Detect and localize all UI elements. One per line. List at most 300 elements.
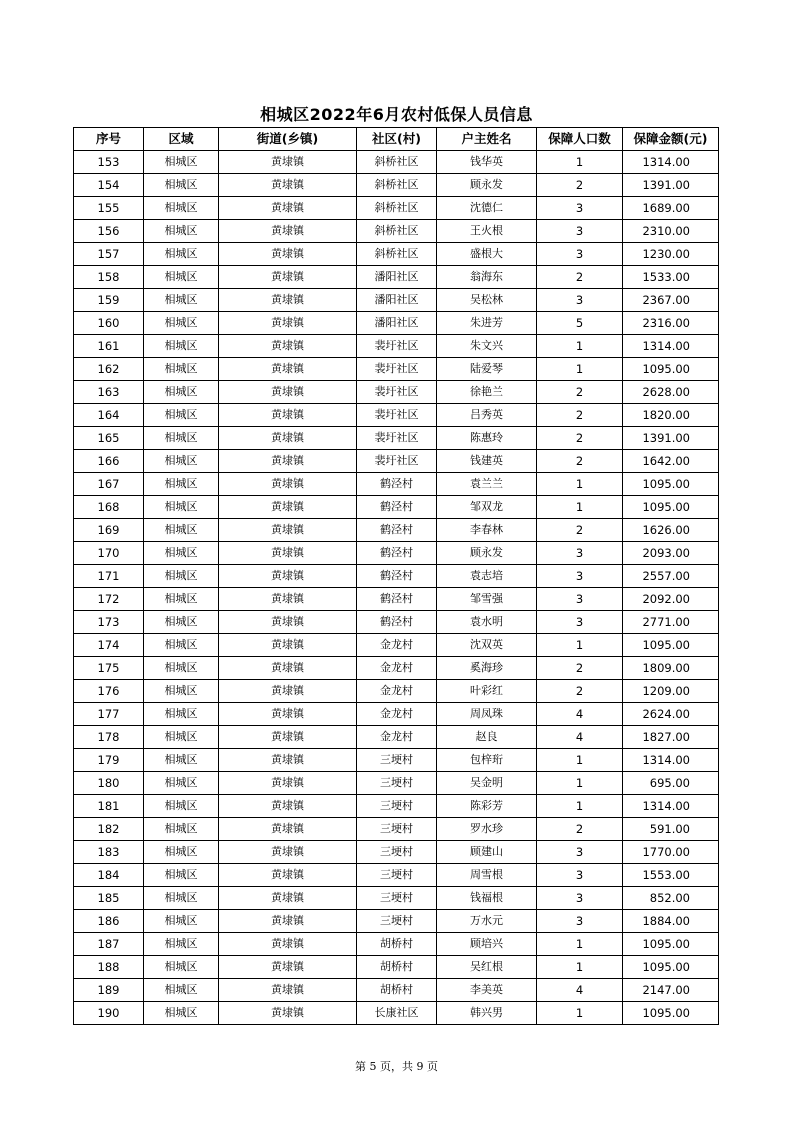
cell-persons: 1 bbox=[537, 933, 623, 956]
cell-street: 黄埭镇 bbox=[219, 818, 357, 841]
cell-householder: 钱华英 bbox=[437, 151, 537, 174]
cell-persons: 1 bbox=[537, 749, 623, 772]
cell-persons: 1 bbox=[537, 772, 623, 795]
cell-street: 黄埭镇 bbox=[219, 197, 357, 220]
cell-persons: 3 bbox=[537, 588, 623, 611]
cell-community: 鹤泾村 bbox=[357, 519, 437, 542]
cell-persons: 3 bbox=[537, 611, 623, 634]
table-row bbox=[74, 473, 719, 496]
cell-community: 鹤泾村 bbox=[357, 611, 437, 634]
cell-householder: 王火根 bbox=[437, 220, 537, 243]
table-row bbox=[74, 749, 719, 772]
cell-region: 相城区 bbox=[144, 818, 219, 841]
cell-community: 裴圩社区 bbox=[357, 404, 437, 427]
cell-region: 相城区 bbox=[144, 703, 219, 726]
cell-amount: 1391.00 bbox=[623, 427, 719, 450]
cell-region: 相城区 bbox=[144, 450, 219, 473]
table-row bbox=[74, 427, 719, 450]
cell-seq: 166 bbox=[74, 450, 144, 473]
cell-street: 黄埭镇 bbox=[219, 933, 357, 956]
cell-seq: 186 bbox=[74, 910, 144, 933]
cell-region: 相城区 bbox=[144, 910, 219, 933]
cell-street: 黄埭镇 bbox=[219, 335, 357, 358]
cell-region: 相城区 bbox=[144, 772, 219, 795]
table-row bbox=[74, 979, 719, 1002]
cell-community: 金龙村 bbox=[357, 703, 437, 726]
cell-persons: 1 bbox=[537, 151, 623, 174]
cell-street: 黄埭镇 bbox=[219, 611, 357, 634]
cell-seq: 181 bbox=[74, 795, 144, 818]
cell-community: 三埂村 bbox=[357, 772, 437, 795]
cell-street: 黄埭镇 bbox=[219, 956, 357, 979]
cell-amount: 695.00 bbox=[623, 772, 719, 795]
cell-householder: 吕秀英 bbox=[437, 404, 537, 427]
cell-community: 裴圩社区 bbox=[357, 381, 437, 404]
cell-street: 黄埭镇 bbox=[219, 381, 357, 404]
cell-community: 金龙村 bbox=[357, 726, 437, 749]
cell-seq: 170 bbox=[74, 542, 144, 565]
cell-seq: 188 bbox=[74, 956, 144, 979]
cell-amount: 1095.00 bbox=[623, 496, 719, 519]
cell-householder: 袁志培 bbox=[437, 565, 537, 588]
cell-amount: 1095.00 bbox=[623, 634, 719, 657]
cell-persons: 2 bbox=[537, 818, 623, 841]
cell-persons: 3 bbox=[537, 243, 623, 266]
cell-householder: 吴红根 bbox=[437, 956, 537, 979]
cell-community: 金龙村 bbox=[357, 634, 437, 657]
cell-seq: 178 bbox=[74, 726, 144, 749]
cell-street: 黄埭镇 bbox=[219, 910, 357, 933]
cell-street: 黄埭镇 bbox=[219, 864, 357, 887]
cell-community: 三埂村 bbox=[357, 864, 437, 887]
table-row bbox=[74, 358, 719, 381]
cell-amount: 1553.00 bbox=[623, 864, 719, 887]
cell-persons: 1 bbox=[537, 473, 623, 496]
cell-amount: 1314.00 bbox=[623, 335, 719, 358]
cell-householder: 钱建英 bbox=[437, 450, 537, 473]
cell-householder: 叶彩红 bbox=[437, 680, 537, 703]
cell-region: 相城区 bbox=[144, 335, 219, 358]
cell-persons: 1 bbox=[537, 956, 623, 979]
table-row bbox=[74, 243, 719, 266]
cell-seq: 174 bbox=[74, 634, 144, 657]
table-row bbox=[74, 151, 719, 174]
cell-community: 金龙村 bbox=[357, 680, 437, 703]
cell-community: 三埂村 bbox=[357, 818, 437, 841]
table-row bbox=[74, 312, 719, 335]
cell-persons: 3 bbox=[537, 887, 623, 910]
cell-persons: 3 bbox=[537, 220, 623, 243]
cell-street: 黄埭镇 bbox=[219, 450, 357, 473]
cell-householder: 袁兰兰 bbox=[437, 473, 537, 496]
cell-amount: 2557.00 bbox=[623, 565, 719, 588]
cell-persons: 2 bbox=[537, 404, 623, 427]
cell-seq: 189 bbox=[74, 979, 144, 1002]
cell-householder: 翁海东 bbox=[437, 266, 537, 289]
cell-community: 裴圩社区 bbox=[357, 358, 437, 381]
table-row bbox=[74, 496, 719, 519]
cell-householder: 周雪根 bbox=[437, 864, 537, 887]
cell-householder: 赵良 bbox=[437, 726, 537, 749]
cell-amount: 1095.00 bbox=[623, 956, 719, 979]
cell-community: 鹤泾村 bbox=[357, 473, 437, 496]
cell-householder: 陈惠玲 bbox=[437, 427, 537, 450]
cell-region: 相城区 bbox=[144, 542, 219, 565]
cell-community: 裴圩社区 bbox=[357, 427, 437, 450]
cell-amount: 2771.00 bbox=[623, 611, 719, 634]
cell-region: 相城区 bbox=[144, 197, 219, 220]
cell-seq: 176 bbox=[74, 680, 144, 703]
cell-community: 裴圩社区 bbox=[357, 335, 437, 358]
cell-region: 相城区 bbox=[144, 266, 219, 289]
cell-householder: 朱文兴 bbox=[437, 335, 537, 358]
cell-householder: 罗水珍 bbox=[437, 818, 537, 841]
cell-region: 相城区 bbox=[144, 657, 219, 680]
cell-street: 黄埭镇 bbox=[219, 657, 357, 680]
cell-amount: 1770.00 bbox=[623, 841, 719, 864]
table-row bbox=[74, 864, 719, 887]
cell-seq: 185 bbox=[74, 887, 144, 910]
cell-region: 相城区 bbox=[144, 220, 219, 243]
cell-householder: 陈彩芳 bbox=[437, 795, 537, 818]
cell-seq: 154 bbox=[74, 174, 144, 197]
cell-community: 鹤泾村 bbox=[357, 565, 437, 588]
table-row bbox=[74, 680, 719, 703]
cell-amount: 1626.00 bbox=[623, 519, 719, 542]
cell-region: 相城区 bbox=[144, 979, 219, 1002]
cell-amount: 1820.00 bbox=[623, 404, 719, 427]
table-row bbox=[74, 1002, 719, 1025]
cell-street: 黄埭镇 bbox=[219, 1002, 357, 1025]
cell-seq: 155 bbox=[74, 197, 144, 220]
cell-seq: 179 bbox=[74, 749, 144, 772]
cell-region: 相城区 bbox=[144, 243, 219, 266]
cell-persons: 2 bbox=[537, 266, 623, 289]
cell-street: 黄埭镇 bbox=[219, 565, 357, 588]
cell-seq: 177 bbox=[74, 703, 144, 726]
table-row bbox=[74, 956, 719, 979]
cell-street: 黄埭镇 bbox=[219, 749, 357, 772]
table-row bbox=[74, 335, 719, 358]
cell-persons: 2 bbox=[537, 450, 623, 473]
cell-community: 胡桥村 bbox=[357, 956, 437, 979]
cell-persons: 4 bbox=[537, 703, 623, 726]
cell-community: 三埂村 bbox=[357, 887, 437, 910]
cell-seq: 165 bbox=[74, 427, 144, 450]
cell-amount: 1095.00 bbox=[623, 473, 719, 496]
cell-region: 相城区 bbox=[144, 956, 219, 979]
cell-street: 黄埭镇 bbox=[219, 519, 357, 542]
cell-region: 相城区 bbox=[144, 749, 219, 772]
cell-amount: 1230.00 bbox=[623, 243, 719, 266]
table-row bbox=[74, 542, 719, 565]
cell-persons: 5 bbox=[537, 312, 623, 335]
cell-persons: 3 bbox=[537, 289, 623, 312]
cell-amount: 1095.00 bbox=[623, 1002, 719, 1025]
cell-seq: 171 bbox=[74, 565, 144, 588]
cell-persons: 2 bbox=[537, 427, 623, 450]
cell-region: 相城区 bbox=[144, 381, 219, 404]
cell-region: 相城区 bbox=[144, 519, 219, 542]
cell-householder: 李春林 bbox=[437, 519, 537, 542]
cell-householder: 顾培兴 bbox=[437, 933, 537, 956]
cell-street: 黄埭镇 bbox=[219, 979, 357, 1002]
cell-community: 三埂村 bbox=[357, 749, 437, 772]
cell-region: 相城区 bbox=[144, 473, 219, 496]
cell-persons: 3 bbox=[537, 910, 623, 933]
table-row bbox=[74, 772, 719, 795]
cell-region: 相城区 bbox=[144, 565, 219, 588]
cell-persons: 3 bbox=[537, 565, 623, 588]
cell-amount: 852.00 bbox=[623, 887, 719, 910]
document-title: 相城区2022年6月农村低保人员信息 bbox=[260, 105, 533, 124]
cell-amount: 1689.00 bbox=[623, 197, 719, 220]
cell-community: 斜桥社区 bbox=[357, 243, 437, 266]
cell-region: 相城区 bbox=[144, 611, 219, 634]
cell-seq: 172 bbox=[74, 588, 144, 611]
low-income-table bbox=[73, 127, 719, 1025]
cell-householder: 钱福根 bbox=[437, 887, 537, 910]
cell-street: 黄埭镇 bbox=[219, 841, 357, 864]
cell-seq: 162 bbox=[74, 358, 144, 381]
cell-community: 三埂村 bbox=[357, 910, 437, 933]
cell-street: 黄埭镇 bbox=[219, 404, 357, 427]
cell-street: 黄埭镇 bbox=[219, 542, 357, 565]
cell-householder: 李美英 bbox=[437, 979, 537, 1002]
cell-community: 三埂村 bbox=[357, 795, 437, 818]
table-row bbox=[74, 519, 719, 542]
cell-region: 相城区 bbox=[144, 588, 219, 611]
cell-householder: 邹雪强 bbox=[437, 588, 537, 611]
cell-street: 黄埭镇 bbox=[219, 289, 357, 312]
header-householder: 户主姓名 bbox=[437, 128, 537, 151]
cell-street: 黄埭镇 bbox=[219, 174, 357, 197]
cell-community: 潘阳社区 bbox=[357, 289, 437, 312]
cell-region: 相城区 bbox=[144, 933, 219, 956]
header-seq: 序号 bbox=[74, 128, 144, 151]
table-row bbox=[74, 657, 719, 680]
cell-seq: 159 bbox=[74, 289, 144, 312]
cell-street: 黄埭镇 bbox=[219, 220, 357, 243]
cell-region: 相城区 bbox=[144, 174, 219, 197]
cell-householder: 沈双英 bbox=[437, 634, 537, 657]
cell-householder: 袁水明 bbox=[437, 611, 537, 634]
header-community: 社区(村) bbox=[357, 128, 437, 151]
cell-street: 黄埭镇 bbox=[219, 703, 357, 726]
table-row bbox=[74, 703, 719, 726]
cell-community: 金龙村 bbox=[357, 657, 437, 680]
cell-seq: 158 bbox=[74, 266, 144, 289]
cell-amount: 2628.00 bbox=[623, 381, 719, 404]
cell-community: 长康社区 bbox=[357, 1002, 437, 1025]
cell-amount: 2367.00 bbox=[623, 289, 719, 312]
cell-street: 黄埭镇 bbox=[219, 795, 357, 818]
cell-persons: 1 bbox=[537, 496, 623, 519]
table-row bbox=[74, 266, 719, 289]
cell-householder: 朱进芳 bbox=[437, 312, 537, 335]
cell-community: 三埂村 bbox=[357, 841, 437, 864]
cell-householder: 顾永发 bbox=[437, 174, 537, 197]
cell-region: 相城区 bbox=[144, 680, 219, 703]
cell-amount: 2316.00 bbox=[623, 312, 719, 335]
cell-seq: 157 bbox=[74, 243, 144, 266]
cell-region: 相城区 bbox=[144, 404, 219, 427]
cell-amount: 591.00 bbox=[623, 818, 719, 841]
cell-region: 相城区 bbox=[144, 358, 219, 381]
cell-persons: 1 bbox=[537, 1002, 623, 1025]
cell-seq: 164 bbox=[74, 404, 144, 427]
cell-seq: 156 bbox=[74, 220, 144, 243]
cell-street: 黄埭镇 bbox=[219, 496, 357, 519]
cell-persons: 1 bbox=[537, 358, 623, 381]
cell-seq: 190 bbox=[74, 1002, 144, 1025]
header-amount: 保障金额(元) bbox=[623, 128, 719, 151]
cell-amount: 1209.00 bbox=[623, 680, 719, 703]
table-row bbox=[74, 197, 719, 220]
cell-amount: 1314.00 bbox=[623, 749, 719, 772]
cell-community: 斜桥社区 bbox=[357, 220, 437, 243]
cell-region: 相城区 bbox=[144, 887, 219, 910]
cell-street: 黄埭镇 bbox=[219, 312, 357, 335]
table-row bbox=[74, 220, 719, 243]
cell-amount: 1642.00 bbox=[623, 450, 719, 473]
cell-householder: 周凤珠 bbox=[437, 703, 537, 726]
table-row bbox=[74, 933, 719, 956]
cell-region: 相城区 bbox=[144, 312, 219, 335]
cell-seq: 160 bbox=[74, 312, 144, 335]
table-row bbox=[74, 611, 719, 634]
cell-amount: 1314.00 bbox=[623, 795, 719, 818]
cell-seq: 182 bbox=[74, 818, 144, 841]
cell-community: 胡桥村 bbox=[357, 979, 437, 1002]
cell-street: 黄埭镇 bbox=[219, 726, 357, 749]
cell-region: 相城区 bbox=[144, 427, 219, 450]
cell-region: 相城区 bbox=[144, 864, 219, 887]
cell-street: 黄埭镇 bbox=[219, 473, 357, 496]
cell-seq: 183 bbox=[74, 841, 144, 864]
cell-seq: 180 bbox=[74, 772, 144, 795]
cell-community: 裴圩社区 bbox=[357, 450, 437, 473]
cell-amount: 1314.00 bbox=[623, 151, 719, 174]
cell-persons: 4 bbox=[537, 979, 623, 1002]
cell-householder: 奚海珍 bbox=[437, 657, 537, 680]
cell-householder: 万水元 bbox=[437, 910, 537, 933]
cell-seq: 161 bbox=[74, 335, 144, 358]
cell-seq: 175 bbox=[74, 657, 144, 680]
cell-amount: 1809.00 bbox=[623, 657, 719, 680]
cell-street: 黄埭镇 bbox=[219, 358, 357, 381]
table-row bbox=[74, 174, 719, 197]
cell-persons: 1 bbox=[537, 634, 623, 657]
cell-seq: 163 bbox=[74, 381, 144, 404]
table-row bbox=[74, 450, 719, 473]
cell-householder: 韩兴男 bbox=[437, 1002, 537, 1025]
cell-persons: 3 bbox=[537, 197, 623, 220]
cell-street: 黄埭镇 bbox=[219, 887, 357, 910]
cell-street: 黄埭镇 bbox=[219, 266, 357, 289]
cell-seq: 153 bbox=[74, 151, 144, 174]
cell-householder: 顾永发 bbox=[437, 542, 537, 565]
cell-householder: 顾建山 bbox=[437, 841, 537, 864]
table-row bbox=[74, 404, 719, 427]
cell-householder: 徐艳兰 bbox=[437, 381, 537, 404]
cell-seq: 184 bbox=[74, 864, 144, 887]
cell-amount: 2092.00 bbox=[623, 588, 719, 611]
cell-amount: 1533.00 bbox=[623, 266, 719, 289]
cell-region: 相城区 bbox=[144, 841, 219, 864]
cell-persons: 2 bbox=[537, 680, 623, 703]
table-row bbox=[74, 588, 719, 611]
table-row bbox=[74, 910, 719, 933]
header-region: 区域 bbox=[144, 128, 219, 151]
cell-seq: 167 bbox=[74, 473, 144, 496]
cell-community: 斜桥社区 bbox=[357, 151, 437, 174]
table-row bbox=[74, 818, 719, 841]
cell-persons: 2 bbox=[537, 174, 623, 197]
cell-seq: 169 bbox=[74, 519, 144, 542]
cell-region: 相城区 bbox=[144, 496, 219, 519]
cell-persons: 1 bbox=[537, 335, 623, 358]
cell-community: 胡桥村 bbox=[357, 933, 437, 956]
cell-householder: 盛根大 bbox=[437, 243, 537, 266]
cell-amount: 1095.00 bbox=[623, 358, 719, 381]
cell-amount: 2147.00 bbox=[623, 979, 719, 1002]
cell-persons: 4 bbox=[537, 726, 623, 749]
cell-street: 黄埭镇 bbox=[219, 588, 357, 611]
cell-community: 斜桥社区 bbox=[357, 197, 437, 220]
cell-persons: 3 bbox=[537, 542, 623, 565]
cell-householder: 吴金明 bbox=[437, 772, 537, 795]
cell-region: 相城区 bbox=[144, 1002, 219, 1025]
cell-persons: 3 bbox=[537, 841, 623, 864]
cell-street: 黄埭镇 bbox=[219, 243, 357, 266]
page-footer: 第 5 页，共 9 页 bbox=[355, 1060, 438, 1073]
cell-householder: 邹双龙 bbox=[437, 496, 537, 519]
cell-seq: 187 bbox=[74, 933, 144, 956]
cell-amount: 2624.00 bbox=[623, 703, 719, 726]
cell-persons: 2 bbox=[537, 519, 623, 542]
cell-community: 鹤泾村 bbox=[357, 496, 437, 519]
cell-community: 潘阳社区 bbox=[357, 266, 437, 289]
cell-householder: 沈德仁 bbox=[437, 197, 537, 220]
cell-community: 鹤泾村 bbox=[357, 542, 437, 565]
table-row bbox=[74, 887, 719, 910]
header-street: 街道(乡镇) bbox=[219, 128, 357, 151]
cell-street: 黄埭镇 bbox=[219, 427, 357, 450]
cell-amount: 1884.00 bbox=[623, 910, 719, 933]
cell-street: 黄埭镇 bbox=[219, 634, 357, 657]
cell-street: 黄埭镇 bbox=[219, 151, 357, 174]
cell-street: 黄埭镇 bbox=[219, 772, 357, 795]
cell-seq: 168 bbox=[74, 496, 144, 519]
cell-region: 相城区 bbox=[144, 726, 219, 749]
cell-amount: 1095.00 bbox=[623, 933, 719, 956]
cell-community: 潘阳社区 bbox=[357, 312, 437, 335]
table-row bbox=[74, 841, 719, 864]
cell-region: 相城区 bbox=[144, 151, 219, 174]
cell-region: 相城区 bbox=[144, 634, 219, 657]
cell-community: 斜桥社区 bbox=[357, 174, 437, 197]
table-row bbox=[74, 565, 719, 588]
table-row bbox=[74, 289, 719, 312]
cell-amount: 2310.00 bbox=[623, 220, 719, 243]
cell-persons: 2 bbox=[537, 657, 623, 680]
cell-amount: 1827.00 bbox=[623, 726, 719, 749]
cell-persons: 2 bbox=[537, 381, 623, 404]
table-header-row bbox=[74, 128, 719, 151]
cell-persons: 3 bbox=[537, 864, 623, 887]
table-row bbox=[74, 634, 719, 657]
